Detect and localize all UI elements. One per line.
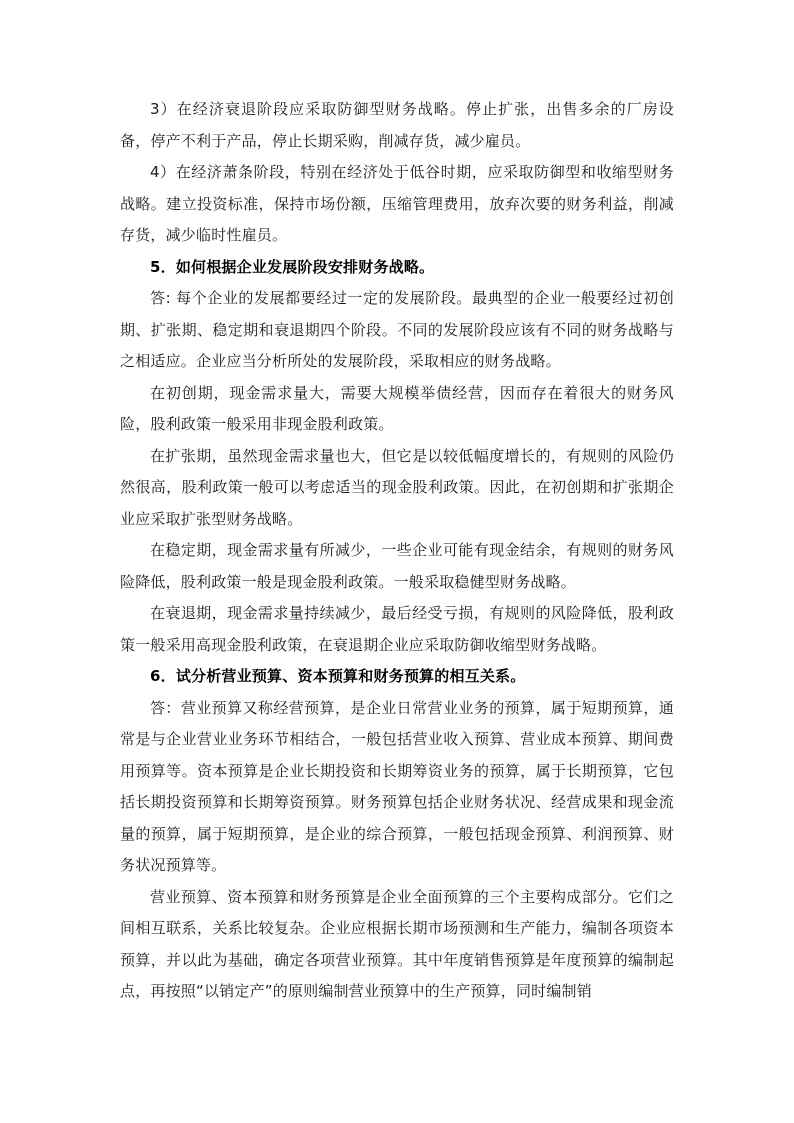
paragraph-recession-strategy: 3）在经济衰退阶段应采取防御型财务战略。停止扩张，出售多余的厂房设备，停产不利于产品，停止长期采购，削减存货，减少雇员。 bbox=[120, 100, 674, 150]
paragraph-stable-stage: 在稳定期，现金需求量有所减少，一些企业可能有现金结余，有规则的财务风险降低，股利政策一般是现金股利政策。一般采取稳健型财务战略。 bbox=[120, 541, 674, 591]
paragraph-startup-stage: 在初创期，现金需求量大，需要大规模举债经营，因而存在着很大的财务风险，股利政策一般采用非现金股利政策。 bbox=[120, 383, 674, 433]
paragraph-depression-strategy: 4）在经济萧条阶段，特别在经济处于低谷时期，应采取防御型和收缩型财务战略。建立投资标准，保持市场份额，压缩管理费用，放弃次要的财务利益，削减存货，减少临时性雇员。 bbox=[120, 163, 674, 244]
question-5-heading: 5．如何根据企业发展阶段安排财务战略。 bbox=[150, 257, 435, 276]
paragraph-budget-relations: 营业预算、资本预算和财务预算是企业全面预算的三个主要构成部分。它们之间相互联系，关系比较复杂。企业应根据长期市场预测和生产能力，编制各项资本预算，并以此为基础，确定各项营业预算。其中年度销售预算是年度预算的编制起点，再按照“以销定产”的原则编制营业预算中的生产预算，同时编制销 bbox=[120, 887, 674, 1000]
answer-6-budget-types: 答：营业预算又称经营预算，是企业日常营业业务的预算，属于短期预算，通常是与企业营业业务环节相结合，一般包括营业收入预算、营业成本预算、期间费用预算等。资本预算是企业长期投资和长期筹资业务的预算，属于长期预算，它包括长期投资预算和长期筹资预算。财务预算包括企业财务状况、经营成果和现金流量的预算，属于短期预算，是企业的综合预算，一般包括现金预算、利润预算、财务状况预算等。 bbox=[120, 698, 674, 874]
answer-5-intro: 答: 每个企业的发展都要经过一定的发展阶段。最典型的企业一般要经过初创期、扩张期、稳定期和衰退期四个阶段。不同的发展阶段应该有不同的财务战略与之相适应。企业应当分析所处的发展阶段，采取相应的财务战略。 bbox=[120, 289, 674, 370]
document-body bbox=[120, 94, 674, 1008]
question-6-heading: 6．试分析营业预算、资本预算和财务预算的相互关系。 bbox=[150, 667, 526, 685]
paragraph-decline-stage: 在衰退期，现金需求量持续减少，最后经受亏损，有规则的风险降低，股利政策一般采用高现金股利政策，在衰退期企业应采取防御收缩型财务战略。 bbox=[120, 604, 674, 654]
paragraph-expansion-stage: 在扩张期，虽然现金需求量也大，但它是以较低幅度增长的，有规则的风险仍然很高，股利政策一般可以考虑适当的现金股利政策。因此，在初创期和扩张期企业应采取扩张型财务战略。 bbox=[120, 446, 674, 528]
